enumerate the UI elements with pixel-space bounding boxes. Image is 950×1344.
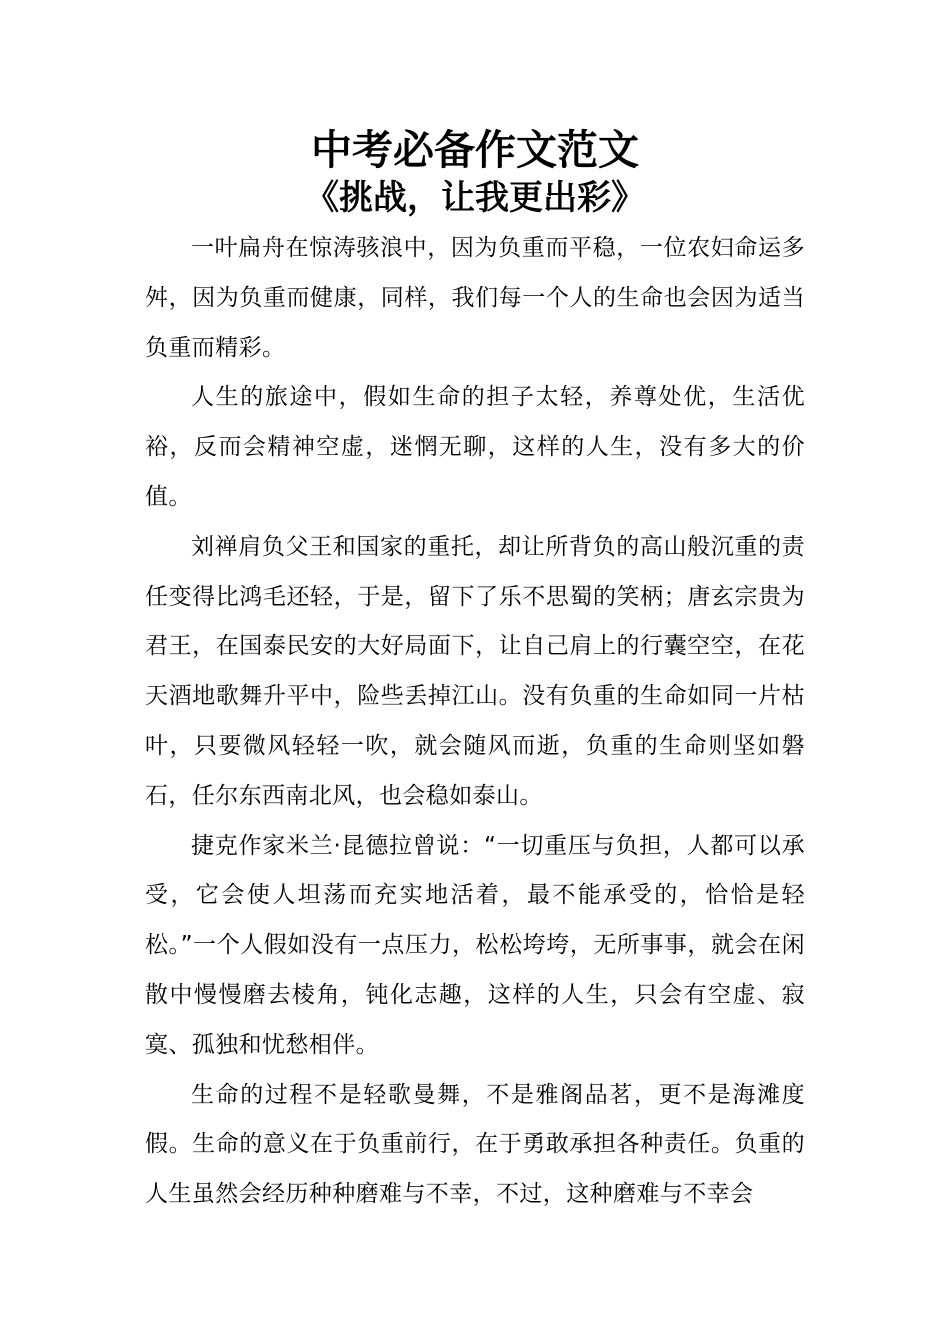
document-body xyxy=(145,224,805,1220)
document-subtitle: 《挑战，让我更出彩》 xyxy=(305,178,645,218)
paragraph: 捷克作家米兰·昆德拉曾说：“一切重压与负担，人都可以承受，它会使人坦荡而充实地活着，最不能承受的，恰恰是轻松。”一个人假如没有一点压力，松松垮垮，无所事事，就会在闲散中慢慢磨去棱角，钝化志趣，这样的人生，只会有空虚、寂寞、孤独和忧愁相伴。 xyxy=(145,832,805,1058)
paragraph: 一叶扁舟在惊涛骇浪中，因为负重而平稳，一位农妇命运多舛，因为负重而健康，同样，我们每一个人的生命也会因为适当负重而精彩。 xyxy=(145,235,805,361)
paragraph: 生命的过程不是轻歌曼舞，不是雅阁品茗，更不是海滩度假。生命的意义在于负重前行，在于勇敢承担各种责任。负重的人生虽然会经历种种磨难与不幸，不过，这种磨难与不幸会 xyxy=(145,1081,805,1208)
paragraph: 刘禅肩负父王和国家的重托，却让所背负的高山般沉重的责任变得比鸿毛还轻，于是，留下了乐不思蜀的笑柄；唐玄宗贵为君王，在国泰民安的大好局面下，让自己肩上的行囊空空，在花天酒地歌舞升平中，险些丢掉江山。没有负重的生命如同一片枯叶，只要微风轻轻一吹，就会随风而逝，负重的生命则坚如磐石，任尔东西南北风，也会稳如泰山。 xyxy=(145,533,805,809)
document-title: 中考必备作文范文 xyxy=(311,126,639,174)
paragraph: 人生的旅途中，假如生命的担子太轻，养尊处优，生活优裕，反而会精神空虚，迷惘无聊，这样的人生，没有多大的价值。 xyxy=(145,384,805,510)
